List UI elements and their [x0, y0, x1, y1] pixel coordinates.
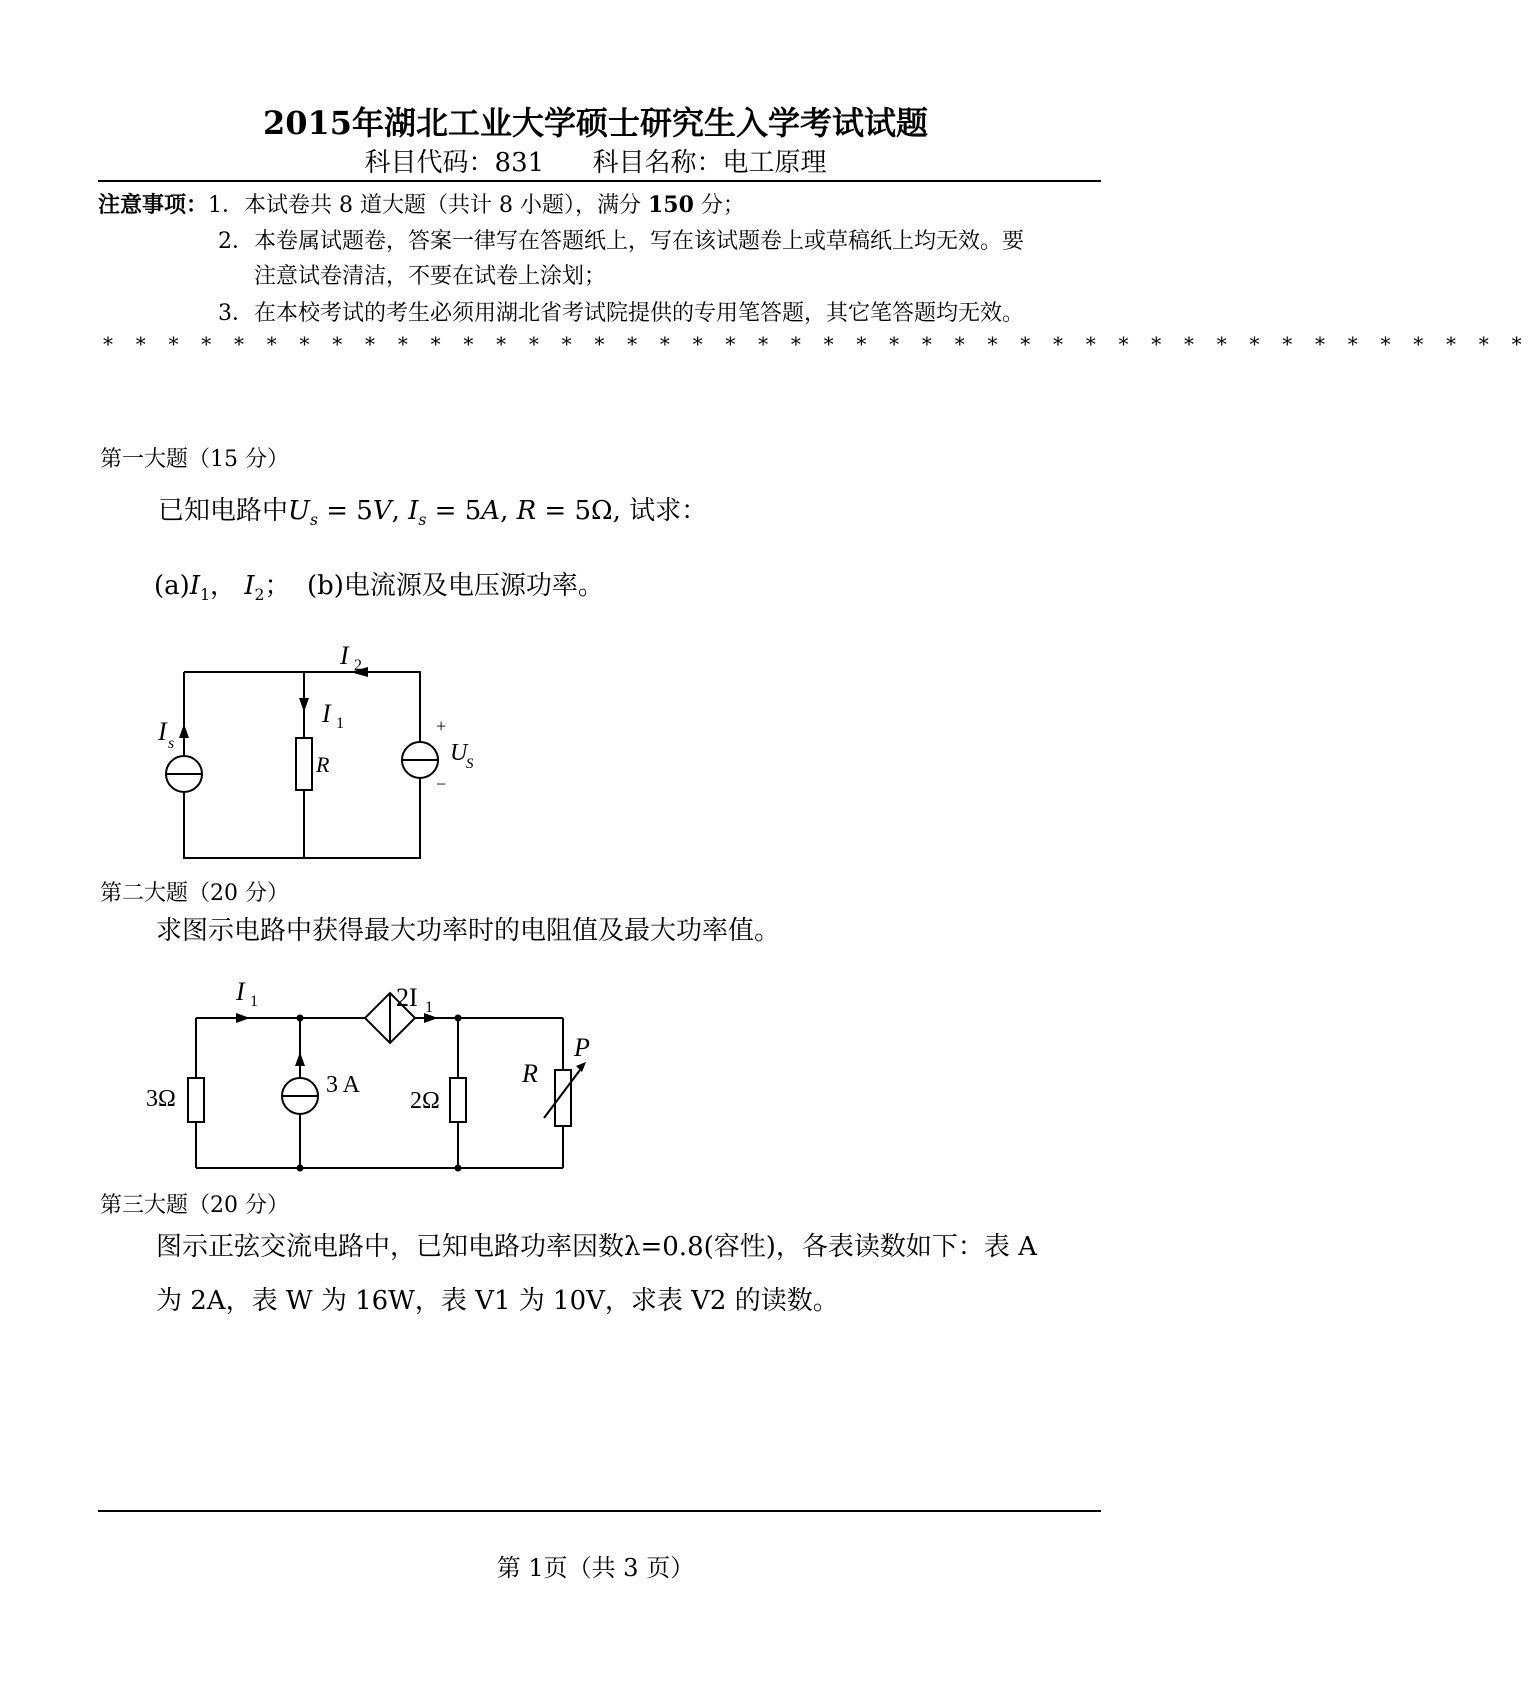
notice-item-2-line-1: 2．本卷属试题卷，答案一律写在答题纸上，写在该试题卷上或草稿纸上均无效。要: [218, 229, 1024, 254]
q1-label-i1: I: [322, 699, 331, 728]
subject-line: [0, 142, 1191, 179]
star-separator: * * * * * * * * * * * * * * * * * * * * * * * * * * * * * * * * * * * * * * * * * * * *: [103, 332, 1530, 356]
q2-node: [455, 1015, 462, 1022]
q1-given: 已知电路中$U_s = 5V$, $I_s = 5A$, R = 5Ω, 试求：: [158, 496, 708, 530]
q1-i1-arrow: [299, 698, 309, 712]
q2-resistor-3ohm: [188, 1078, 204, 1122]
q2-label-3ohm: 3Ω: [146, 1086, 176, 1112]
notice-item-1: 注意事项：1．本试卷共 8 道大题（共计 8 小题），满分 150 分；: [98, 192, 745, 218]
q1-label-plus: +: [436, 716, 447, 736]
q1-heading: 第一大题（15 分）: [100, 447, 289, 472]
q2-body: 求图示电路中获得最大功率时的电阻值及最大功率值。: [156, 916, 781, 946]
q2-node: [455, 1165, 462, 1172]
subject-name: 科目名称：电工原理: [592, 148, 827, 178]
q2-node: [297, 1015, 304, 1022]
q1-label-is-sub: s: [168, 735, 175, 752]
q2-resistor-2ohm: [450, 1078, 466, 1122]
exam-title: 2015年湖北工业大学硕士研究生入学考试试题: [262, 104, 929, 142]
notice-label: 注意事项：: [98, 192, 209, 218]
q1-resistor-r: [296, 738, 312, 790]
q2-node: [297, 1165, 304, 1172]
q2-label-3a: 3 A: [326, 1072, 361, 1098]
q1-label-us-sub: S: [466, 756, 474, 772]
q2-heading: 第二大题（20 分）: [100, 881, 289, 906]
header-divider: [98, 180, 1101, 182]
q1-label-is: I: [158, 717, 167, 746]
q2-label-i1: I: [236, 977, 245, 1006]
footer-divider: [98, 1510, 1101, 1512]
notice-score: 150: [647, 192, 694, 218]
q2-label-2ohm: 2Ω: [410, 1088, 440, 1114]
q2-circuit: [140, 970, 620, 1180]
q3-line-2: 为 2A，表 W 为 16W，表 V1 为 10V，求表 V2 的读数。: [156, 1286, 839, 1316]
q3-heading: 第三大题（20 分）: [100, 1193, 289, 1218]
q2-label-dep: 2I: [396, 983, 418, 1012]
q1-label-us: U: [450, 740, 468, 766]
q1-is-arrow: [179, 724, 189, 738]
q2-label-i1-sub: 1: [250, 993, 258, 1010]
q2-source-arrow: [295, 1052, 305, 1066]
q2-variable-resistor: [555, 1070, 571, 1126]
notice-item-2-line-2: 注意试卷清洁，不要在试卷上涂划；: [254, 264, 607, 289]
q3-line-1: 图示正弦交流电路中，已知电路功率因数λ=0.8(容性)，各表读数如下：表 A: [156, 1232, 1037, 1262]
q1-label-i2: I: [340, 641, 349, 670]
q1-label-r: R: [316, 752, 330, 777]
page-number: 第 1页（共 3 页）: [496, 1554, 695, 1582]
notice-item-3: 3．在本校考试的考生必须用湖北省考试院提供的专用笔答题，其它笔答题均无效。: [218, 301, 1024, 326]
q1-label-i2-sub: 2: [354, 657, 362, 674]
q2-label-dep-sub: 1: [425, 999, 433, 1016]
q2-label-r: R: [522, 1059, 538, 1088]
q1-parts: $(a)I_1$， $I_2$； (b)电流源及电压源功率。: [154, 571, 604, 605]
q2-label-p: P: [574, 1033, 590, 1062]
q1-label-i1-sub: 1: [336, 715, 344, 732]
subject-code: 科目代码：831: [364, 148, 545, 178]
q1-circuit: [150, 630, 490, 870]
q1-label-minus: −: [436, 774, 447, 794]
q2-i1-arrow: [236, 1013, 250, 1023]
